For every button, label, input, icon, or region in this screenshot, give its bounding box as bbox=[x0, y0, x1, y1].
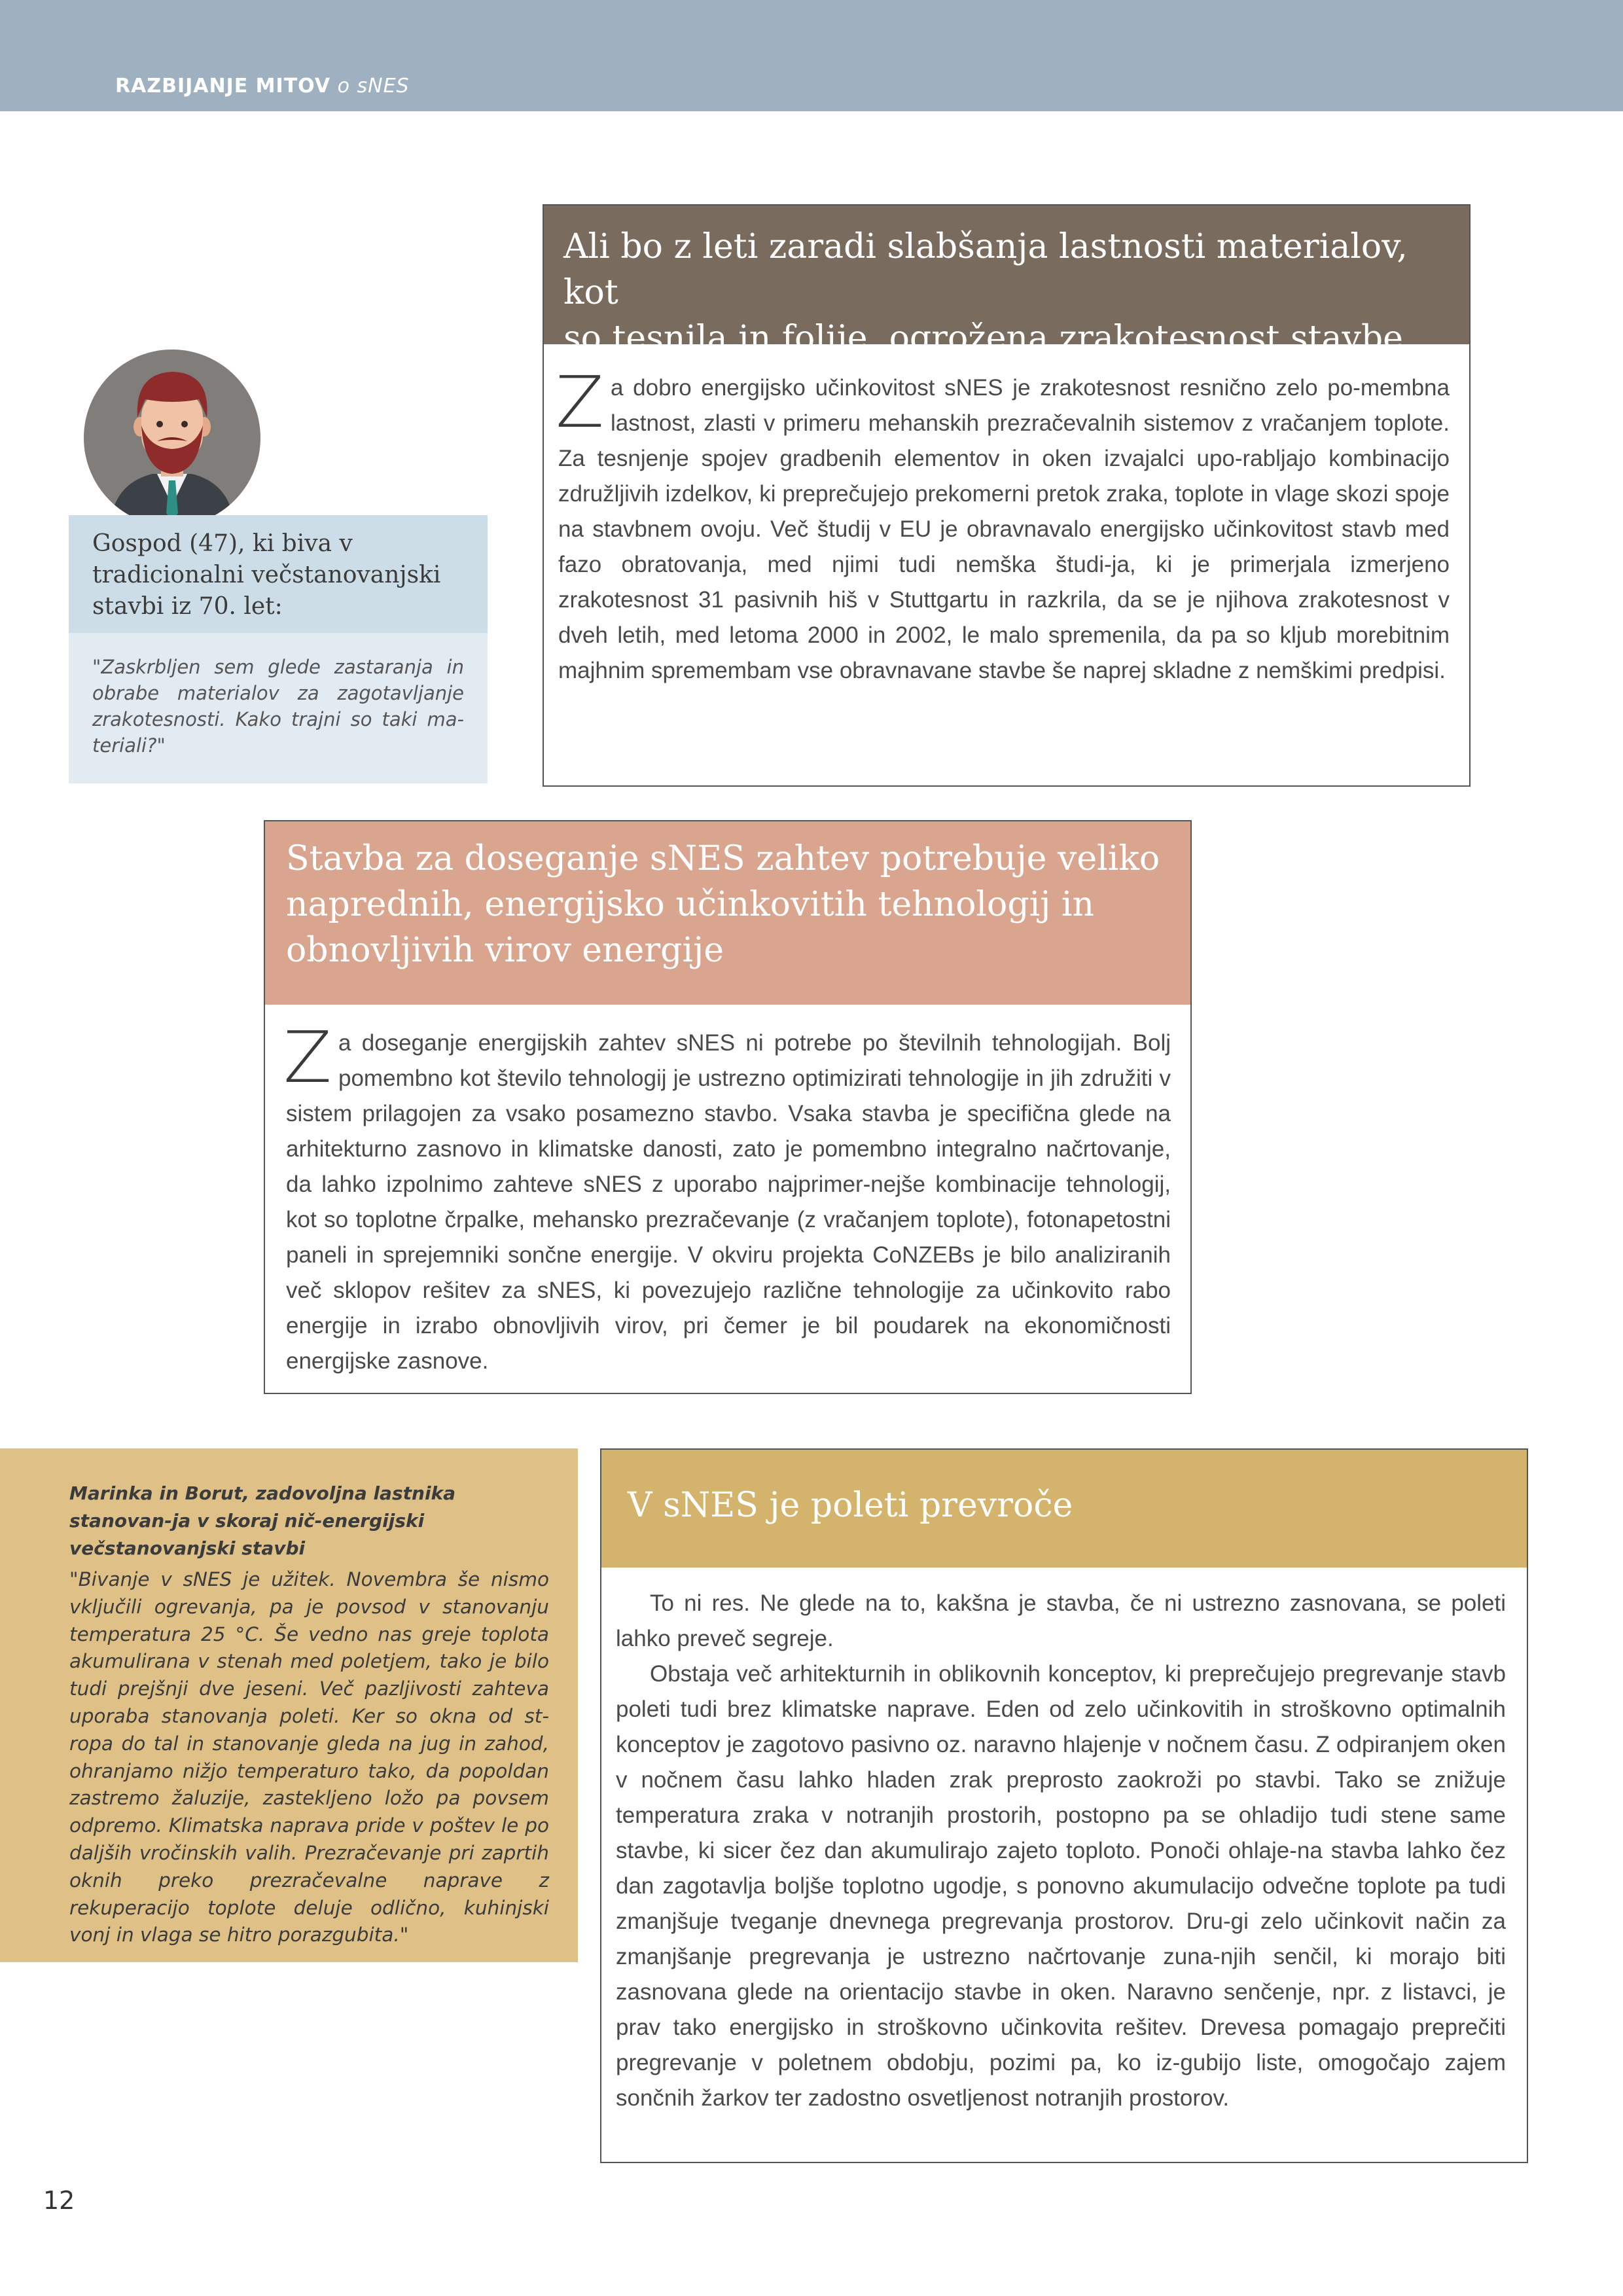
section-header-bold: RAZBIJANJE MITOV bbox=[115, 75, 331, 98]
myth-box-airtightness-heading bbox=[544, 206, 1469, 358]
myth-box-airtightness bbox=[543, 204, 1471, 787]
paragraph-2: Obstaja več arhitekturnih in oblikovnih konceptov, ki preprečujejo pregrevanje stavb poleti tudi brez klimatske naprave. Eden od zelo učinkovitih in stroškovno optimalnih konceptov je zagotovo pasivno oz. naravno hlajenje v nočnem času. Z odpiranjem oken v nočnem času lahko hladen zrak preprosto zaokroži po stavbi. Tako se znižuje temperatura zraka v notranjih prostorih, postopno pa se ohladijo tudi stene same stavbe, ki sicer čez dan akumulirajo zajeto toploto. Ponoči ohlaje-na stavba lahko čez dan zagotavlja boljše toplotno ugodje, s ponovno akumulacijo odvečne toplote pa tudi zmanjšuje tveganje dnevnega pregrevanja prostorov. Dru-gi zelo učinkovit način za zmanjšanje pregrevanja je ustrezno načrtovanje zuna-njih senčil, ki morajo biti zasnovana glede na orientacijo stavbe in oken. Naravno senčenje, npr. z listavci, je prav tako energijsko in stroškovno učinkovita rešitev. Drevesa pomagajo preprečiti pregrevanje v poletnem obdobju, pozimi pa, ko iz-gubijo liste, omogočajo zajem sončnih žarkov ter zadostno osvetljenost notranjih prostorov. bbox=[616, 1661, 1506, 2111]
bearded-man-avatar-icon bbox=[84, 350, 260, 526]
myth-box-technologies-body bbox=[265, 1005, 1190, 1379]
persona-title bbox=[69, 515, 488, 633]
heading-line1: Stavba za doseganje sNES zahtev potrebuje veliko bbox=[286, 839, 1160, 878]
drop-cap: Z bbox=[283, 1017, 332, 1099]
testimonial-box bbox=[0, 1448, 578, 1962]
heading-line3: obnovljivih virov energije bbox=[286, 931, 724, 970]
myth-box-airtightness-body bbox=[544, 344, 1469, 689]
section-header-italic: o sNES bbox=[337, 75, 410, 98]
testimonial-quote: "Bivanje v sNES je užitek. Novembra še nismo vključili ogrevanja, pa je povsod v stanovanju temperatura 25 °C. Še vedno nas greje toplota akumulirana v stenah med poletjem, tako je bilo tudi prejšnji dve jeseni. Več pazljivosti zahteva uporaba stanovanja poleti. Ker so okna od st-ropa do tal in stanovanje gleda na jug in zahod, ohranjamo nižjo temperaturo tako, da popoldan zastremo žaluzije, zasteklјeno ložo pa povsem odpremo. Klimatska naprava pride v poštev le po daljših vročinskih valih. Prezračevanje pri zaprtih oknih preko prezračevalne naprave z rekuperacijo toplote deluje odlično, kuhinjski vonj in vlaga se hitro porazgubita." bbox=[69, 1568, 549, 1946]
drop-cap: Z bbox=[556, 362, 604, 444]
myth-box-technologies bbox=[264, 820, 1192, 1394]
heading-line2: naprednih, energijsko učinkovitih tehnologij in bbox=[286, 885, 1095, 924]
myth-box-overheating-body bbox=[601, 1568, 1527, 2116]
avatar-illustration bbox=[84, 350, 260, 526]
page-number: 12 bbox=[43, 2186, 75, 2215]
body-text: a dobro energijsko učinkovitost sNES je zrakotesnost resnično zelo po-membna lastnost, zlasti v primeru mehanskih prezračevalnih sistemov z vračanjem toplote. Za tesnjenje spojev gradbenih elementov in oken izvajalci upo-rabljajo kombinacijo združljivih izdelkov, ki preprečujejo prekomerni pretok zraka, toplote in vlage skozi spoje na stavbnem ovoju. Več študij v EU je obravnavalo energijsko učinkovitost stavb med fazo obratovanja, med njimi tudi nemška študi-ja, ki je primerjala izmerjeno zrakotesnost 31 pasivnih hiš v Stuttgartu in razkrila, da se je njihova zrakotesnost v dveh letih, med letoma 2000 in 2002, le malo spremenila, da pa so kljub morebitnim majhnim spremembam vse obravnavane stavbe še naprej skladne z nemškimi predpisi. bbox=[558, 375, 1450, 683]
myth-box-overheating-heading: V sNES je poleti prevroče bbox=[601, 1450, 1527, 1568]
body-text: a doseganje energijskih zahtev sNES ni potrebe po številnih tehnologijah. Bolj pomembno kot število tehnologij je ustrezno optimizirati tehnologije in jih združiti v sistem prilagojen za vsako posamezno stavbo. Vsaka stavba je specifična glede na arhitekturno zasnovo in klimatske danosti, zato je pomembno integralno načrtovanje, da lahko izpolnimo zahteve sNES z uporabo najprimer-nejše kombinacije tehnologij, kot so toplotne črpalke, mehansko prezračevanje (z vračanjem toplote), fotonapetostni paneli in sprejemniki sončne energije. V okviru projekta CoNZEBs je bilo analiziranih več sklopov rešitev za sNES, ki povezujejo različne tehnologije za učinkovito rabo energije in izrabo obnovljivih virov, pri čemer je bil poudarek na ekonomičnosti energijske zasnove. bbox=[286, 1030, 1171, 1374]
myth-box-technologies-heading bbox=[265, 821, 1190, 1005]
persona-title-line2: tradicionalni večstanovanjski bbox=[92, 562, 441, 588]
section-header bbox=[115, 75, 410, 98]
heading-line1: Ali bo z leti zaradi slabšanja lastnosti materialov, kot bbox=[563, 227, 1408, 312]
testimonial-title: Marinka in Borut, zadovoljna lastnika stanovan-ja v skoraj nič-energijski večstanovanjski stavbi bbox=[69, 1482, 456, 1559]
persona-title-line3: stavbi iz 70. let: bbox=[92, 593, 283, 620]
persona-title-line1: Gospod (47), ki biva v bbox=[92, 530, 353, 557]
persona-quote: "Zaskrbljen sem glede zastaranja in obrabe materialov za zagotavljanje zrakotesnosti. Kako trajni so taki ma-teriali?" bbox=[69, 633, 488, 783]
heading-line2: so tesnila in folije, ogrožena zrakotesnost stavbe bbox=[563, 319, 1403, 358]
myth-box-overheating bbox=[600, 1448, 1528, 2163]
paragraph-1: To ni res. Ne glede na to, kakšna je stavba, če ni ustrezno zasnovana, se poleti lahko preveč segreje. bbox=[616, 1590, 1506, 1651]
